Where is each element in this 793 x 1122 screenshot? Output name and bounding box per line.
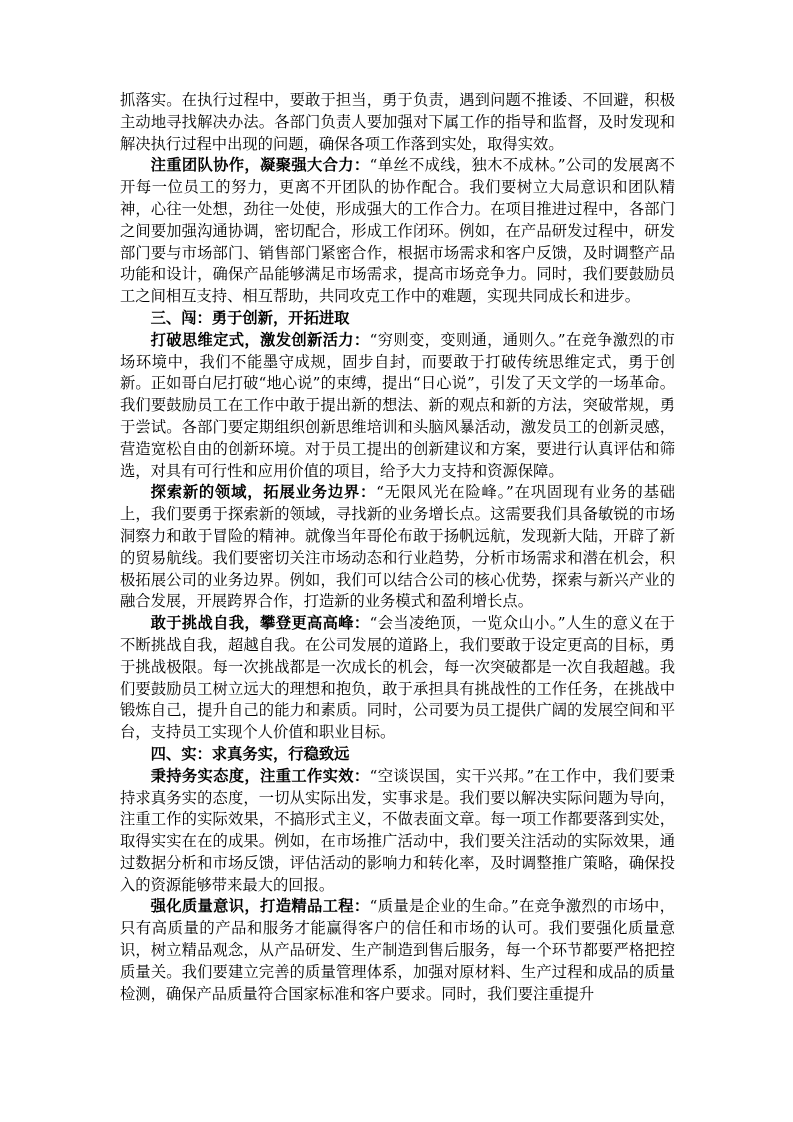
paragraph-lead: 探索新的领域，拓展业务边界： <box>150 483 377 502</box>
paragraph-lead: 敢于挑战自我，攀登更高高峰： <box>150 614 370 633</box>
paragraph-challenge-self <box>120 613 675 744</box>
paragraph-lead: 注重团队协作，凝聚强大合力： <box>150 156 370 175</box>
paragraph-text: “穷则变，变则通，通则久。”在竞争激烈的市场环境中，我们不能墨守成规，固步自封，而要敢于打破传统思维定式，勇于创新。正如哥白尼打破“地心说”的束缚，提出“日心说”，引发了天文学的一场革命。我们要鼓励员工在工作中敢于提出新的想法、新的观点和新的方法，突破常规，勇于尝试。各部门要定期组织创新思维培训和头脑风暴活动，激发员工的创新灵感，营造宽松自由的创新环境。对于员工提出的创新建议和方案，要进行认真评估和筛选，对具有可行性和应用价值的项目，给予大力支持和资源保障。 <box>120 330 675 480</box>
paragraph-lead: 打破思维定式，激发创新活力： <box>150 330 370 349</box>
section-heading-3: 三、闯：勇于创新，开拓进取 <box>150 308 350 327</box>
paragraph-continuation <box>120 90 675 155</box>
paragraph-text: “无限风光在险峰。”在巩固现有业务的基础上，我们要勇于探索新的领域，寻找新的业务增长点。这需要我们具备敏锐的市场洞察力和敢于冒险的精神。就像当年哥伦布敢于扬帆远航，发现新大陆，开辟了新的贸易航线。我们要密切关注市场动态和行业趋势，分析市场需求和潜在机会，积极拓展公司的业务边界。例如，我们可以结合公司的核心优势，探索与新兴产业的融合发展，开展跨界合作，打造新的业务模式和盈利增长点。 <box>120 483 675 611</box>
paragraph-text: “空谈误国，实干兴邦。”在工作中，我们要秉持求真务实的态度，一切从实际出发，实事求是。我们要以解决实际问题为导向，注重工作的实际效果，不搞形式主义，不做表面文章。每一项工作都要落到实处，取得实实在在的成果。例如，在市场推广活动中，我们要关注活动的实际效果，通过数据分析和市场反馈，评估活动的影响力和转化率，及时调整推广策略，确保投入的资源能够带来最大的回报。 <box>120 766 675 894</box>
paragraph-explore-new-fields <box>120 482 675 613</box>
paragraph-break-thinking <box>120 330 675 483</box>
paragraph-text: “质量是企业的生命。”在竞争激烈的市场中，只有高质量的产品和服务才能赢得客户的信任和市场的认可。我们要强化质量意识，树立精品观念，从产品研发、生产制造到售后服务，每一个环节都要严格把控质量关。我们要建立完善的质量管理体系，加强对原材料、生产过程和成品的质量检测，确保产品质量符合国家标准和客户要求。同时，我们要注重提升 <box>120 897 675 1003</box>
document-page <box>120 90 675 1005</box>
paragraph-team-collaboration <box>120 155 675 308</box>
paragraph-lead: 强化质量意识，打造精品工程： <box>150 897 370 916</box>
paragraph-text: “会当凌绝顶，一览众山小。”人生的意义在于不断挑战自我，超越自我。在公司发展的道路上，我们要敢于设定更高的目标，勇于挑战极限。每一次挑战都是一次成长的机会，每一次突破都是一次自我超越。我们要鼓励员工树立远大的理想和抱负，敢于承担具有挑战性的工作任务，在挑战中锻炼自己，提升自己的能力和素质。同时，公司要为员工提供广阔的发展空间和平台，支持员工实现个人价值和职业目标。 <box>120 614 675 742</box>
paragraph-quality-awareness <box>120 896 675 1005</box>
paragraph-lead: 秉持务实态度，注重工作实效： <box>150 766 370 785</box>
paragraph-text: 抓落实。在执行过程中，要敢于担当，勇于负责，遇到问题不推诿、不回避，积极主动地寻找解决办法。各部门负责人要加强对下属工作的指导和监督，及时发现和解决执行过程中出现的问题，确保各项工作落到实处，取得实效。 <box>120 91 675 153</box>
paragraph-text: “单丝不成线，独木不成林。”公司的发展离不开每一位员工的努力，更离不开团队的协作配合。我们要树立大局意识和团队精神，心往一处想，劲往一处使，形成强大的工作合力。在项目推进过程中，各部门之间要加强沟通协调，密切配合，形成工作闭环。例如，在产品研发过程中，研发部门要与市场部门、销售部门紧密合作，根据市场需求和客户反馈，及时调整产品功能和设计，确保产品能够满足市场需求，提高市场竞争力。同时，我们要鼓励员工之间相互支持、相互帮助，共同攻克工作中的难题，实现共同成长和进步。 <box>120 156 675 306</box>
paragraph-practical-attitude <box>120 766 675 897</box>
section-heading-4: 四、实：求真务实，行稳致远 <box>150 744 350 763</box>
